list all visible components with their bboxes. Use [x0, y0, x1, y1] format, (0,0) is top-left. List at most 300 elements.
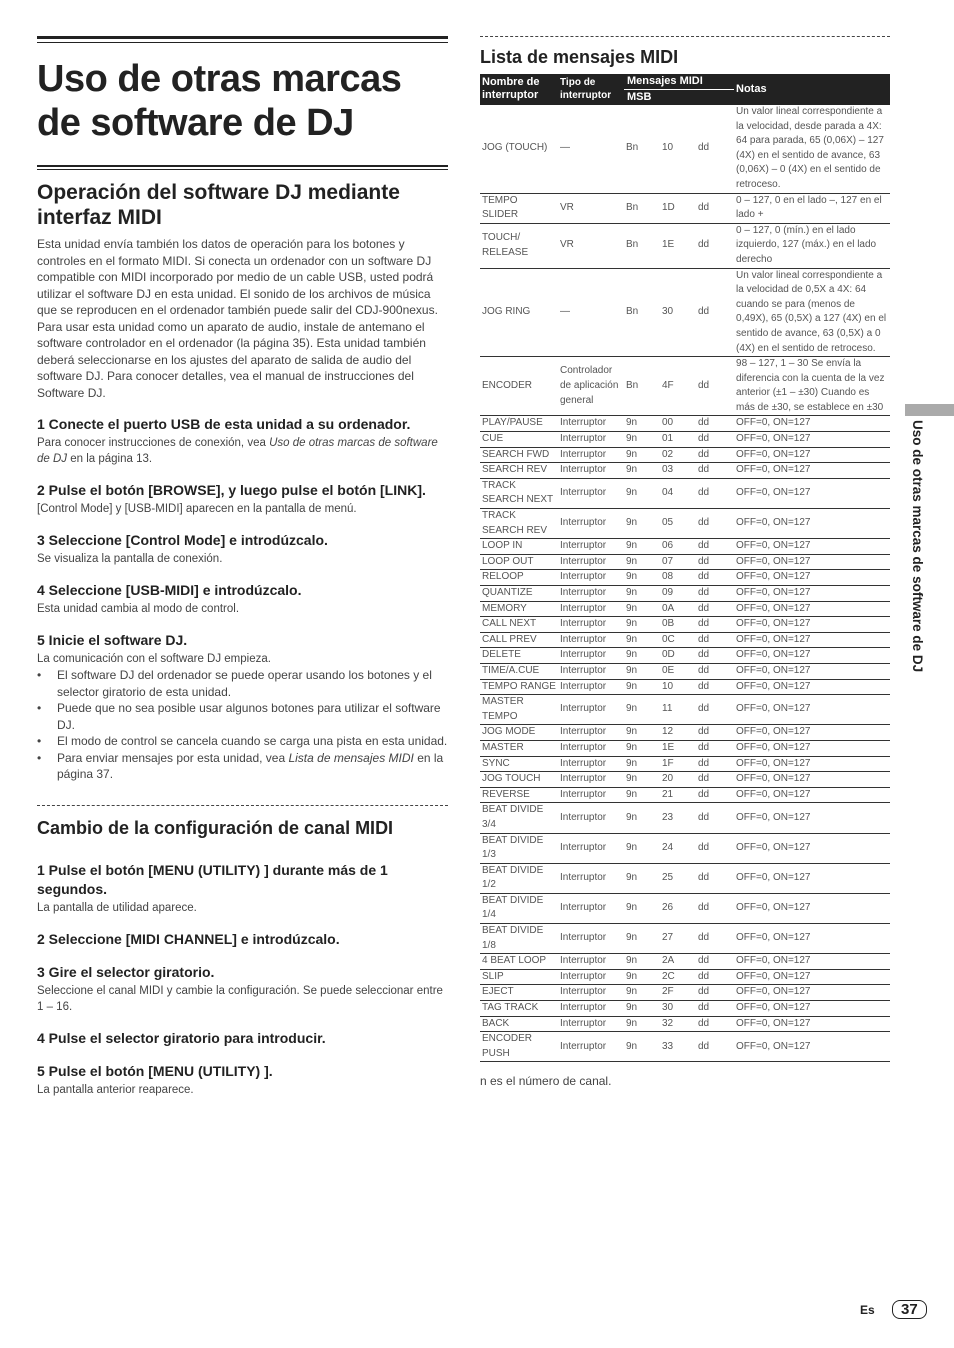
cell-data2: dd — [696, 432, 734, 448]
cell-status: 9n — [624, 803, 660, 833]
s1-step-3-sub: Se visualiza la pantalla de conexión. — [37, 553, 223, 565]
cell-status: 9n — [624, 509, 660, 539]
cell-data1: 32 — [660, 1016, 696, 1032]
page-title: Uso de otras marcas de software de DJ — [37, 58, 402, 144]
cell-data2: dd — [696, 924, 734, 954]
cell-data1: 30 — [660, 1001, 696, 1017]
cell-type: Interruptor — [558, 1032, 624, 1062]
bullet-4-b: en la página 37. — [57, 750, 444, 781]
cell-status: 9n — [624, 954, 660, 970]
cell-data1: 33 — [660, 1032, 696, 1062]
table-row — [480, 463, 890, 479]
table-row — [480, 478, 890, 508]
table-row — [480, 601, 890, 617]
cell-data1: 20 — [660, 772, 696, 788]
cell-notes: OFF=0, ON=127 — [734, 447, 890, 463]
table-row — [480, 539, 890, 555]
cell-name: SEARCH FWD — [480, 447, 558, 463]
table-row — [480, 833, 890, 863]
cell-data2: dd — [696, 863, 734, 893]
cell-status: Bn — [624, 357, 660, 416]
cell-notes: OFF=0, ON=127 — [734, 954, 890, 970]
cell-name: TRACK SEARCH REV — [480, 509, 558, 539]
cell-data2: dd — [696, 509, 734, 539]
cell-name: BEAT DIVIDE 3/4 — [480, 803, 558, 833]
cell-status: Bn — [624, 105, 660, 193]
cell-data2: dd — [696, 105, 734, 193]
table-row — [480, 586, 890, 602]
s1-bullet-list — [37, 667, 448, 783]
cell-notes: OFF=0, ON=127 — [734, 539, 890, 555]
cell-data2: dd — [696, 1016, 734, 1032]
cell-status: 9n — [624, 787, 660, 803]
cell-data1: 24 — [660, 833, 696, 863]
section-divider — [37, 805, 448, 806]
cell-type: Interruptor — [558, 570, 624, 586]
cell-data2: dd — [696, 1032, 734, 1062]
cell-type: Interruptor — [558, 478, 624, 508]
cell-name: DELETE — [480, 648, 558, 664]
cell-name: JOG (TOUCH) — [480, 105, 558, 193]
cell-notes: OFF=0, ON=127 — [734, 679, 890, 695]
s2-step-2: 2 Seleccione [MIDI CHANNEL] e introdúzcalo. — [37, 930, 340, 947]
cell-status: 9n — [624, 648, 660, 664]
cell-status: 9n — [624, 1016, 660, 1032]
cell-name: REVERSE — [480, 787, 558, 803]
table-row — [480, 772, 890, 788]
cell-name: TIME/A.CUE — [480, 663, 558, 679]
table-row — [480, 447, 890, 463]
cell-data1: 08 — [660, 570, 696, 586]
s1-step-3: 3 Seleccione [Control Mode] e introdúzcalo. — [37, 532, 328, 548]
table-row — [480, 357, 890, 416]
cell-data2: dd — [696, 268, 734, 357]
cell-data1: 11 — [660, 695, 696, 725]
cell-notes: OFF=0, ON=127 — [734, 985, 890, 1001]
cell-data1: 04 — [660, 478, 696, 508]
col-msg-label: Mensajes MIDI — [624, 74, 734, 90]
cell-status: 9n — [624, 679, 660, 695]
cell-name: BEAT DIVIDE 1/4 — [480, 893, 558, 923]
cell-data1: 10 — [660, 679, 696, 695]
cell-data1: 0A — [660, 601, 696, 617]
cell-data2: dd — [696, 1001, 734, 1017]
table-row — [480, 663, 890, 679]
cell-data1: 09 — [660, 586, 696, 602]
cell-data2: dd — [696, 954, 734, 970]
cell-status: 9n — [624, 554, 660, 570]
section2-heading: Cambio de la configuración de canal MIDI — [37, 817, 394, 838]
s1-step-5: 5 Inicie el software DJ. — [37, 632, 188, 648]
cell-name: QUANTIZE — [480, 586, 558, 602]
col-type: Tipo de interruptor — [558, 74, 624, 105]
cell-status: 9n — [624, 632, 660, 648]
cell-status: 9n — [624, 478, 660, 508]
table-row — [480, 1001, 890, 1017]
cell-type: Interruptor — [558, 772, 624, 788]
cell-data2: dd — [696, 679, 734, 695]
cell-status: 9n — [624, 601, 660, 617]
cell-notes: Un valor lineal correspondiente a la velocidad, desde parada a 4X: 64 para parada, 65 (0,06X) – 127 (4X) en el sentido de avance, 63 (0,06X) – 0 (4X) en el sentido de retroceso. — [734, 105, 890, 193]
cell-data2: dd — [696, 985, 734, 1001]
table-row — [480, 632, 890, 648]
cell-type: Interruptor — [558, 432, 624, 448]
cell-data1: 2C — [660, 969, 696, 985]
cell-data1: 01 — [660, 432, 696, 448]
s2-step-3: 3 Gire el selector giratorio. — [37, 963, 215, 980]
cell-name: PLAY/PAUSE — [480, 416, 558, 432]
cell-notes: OFF=0, ON=127 — [734, 617, 890, 633]
cell-status: Bn — [624, 268, 660, 357]
cell-notes: OFF=0, ON=127 — [734, 924, 890, 954]
cell-data2: dd — [696, 803, 734, 833]
s1-step-1-sub — [37, 435, 448, 467]
midi-footnote: n es el número de canal. — [480, 1074, 612, 1089]
s1-step-5-sub: La comunicación con el software DJ empieza. — [37, 653, 271, 665]
table-row — [480, 570, 890, 586]
cell-name: CUE — [480, 432, 558, 448]
cell-data2: dd — [696, 725, 734, 741]
table-row — [480, 740, 890, 756]
cell-data1: 03 — [660, 463, 696, 479]
cell-data1: 2A — [660, 954, 696, 970]
cell-type: Interruptor — [558, 985, 624, 1001]
cell-status: 9n — [624, 772, 660, 788]
cell-name: MASTER — [480, 740, 558, 756]
cell-data2: dd — [696, 193, 734, 223]
midi-table-header — [480, 74, 890, 105]
col-msb-label: MSB — [627, 91, 652, 103]
cell-name: BEAT DIVIDE 1/3 — [480, 833, 558, 863]
cell-notes: OFF=0, ON=127 — [734, 725, 890, 741]
cell-notes: OFF=0, ON=127 — [734, 601, 890, 617]
table-row — [480, 432, 890, 448]
cell-type: Interruptor — [558, 1016, 624, 1032]
cell-type: Interruptor — [558, 617, 624, 633]
left-column — [37, 36, 448, 1098]
cell-data2: dd — [696, 586, 734, 602]
cell-data2: dd — [696, 740, 734, 756]
cell-name: TEMPO RANGE — [480, 679, 558, 695]
s1-step-4-sub: Esta unidad cambia al modo de control. — [37, 603, 240, 615]
side-tab-label: Uso de otras marcas de software de DJ — [910, 420, 925, 673]
midi-heading: Lista de mensajes MIDI — [480, 47, 679, 67]
cell-notes: OFF=0, ON=127 — [734, 833, 890, 863]
cell-data1: 2F — [660, 985, 696, 1001]
cell-notes: OFF=0, ON=127 — [734, 663, 890, 679]
cell-type: Interruptor — [558, 463, 624, 479]
cell-notes: OFF=0, ON=127 — [734, 893, 890, 923]
table-row — [480, 617, 890, 633]
table-row — [480, 803, 890, 833]
midi-table — [480, 74, 890, 1062]
table-row — [480, 985, 890, 1001]
cell-notes: OFF=0, ON=127 — [734, 586, 890, 602]
table-row — [480, 787, 890, 803]
cell-data2: dd — [696, 772, 734, 788]
cell-notes: OFF=0, ON=127 — [734, 463, 890, 479]
cell-data1: 27 — [660, 924, 696, 954]
cell-data1: 23 — [660, 803, 696, 833]
table-row — [480, 969, 890, 985]
cell-notes: 98 – 127, 1 – 30 Se envía la diferencia con la cuenta de la vez anterior (±1 – ±30) Cuando es más de ±30, se establece en ±30 — [734, 357, 890, 416]
cell-status: 9n — [624, 833, 660, 863]
table-row — [480, 725, 890, 741]
cell-data2: dd — [696, 357, 734, 416]
cell-type: Interruptor — [558, 833, 624, 863]
cell-name: BEAT DIVIDE 1/8 — [480, 924, 558, 954]
cell-notes: OFF=0, ON=127 — [734, 648, 890, 664]
page-footer — [860, 1300, 927, 1319]
cell-data1: 07 — [660, 554, 696, 570]
cell-status: 9n — [624, 756, 660, 772]
cell-status: 9n — [624, 863, 660, 893]
cell-data2: dd — [696, 223, 734, 268]
table-row — [480, 756, 890, 772]
cell-type: Interruptor — [558, 695, 624, 725]
cell-data2: dd — [696, 463, 734, 479]
cell-data2: dd — [696, 570, 734, 586]
cell-notes: OFF=0, ON=127 — [734, 509, 890, 539]
cell-data2: dd — [696, 632, 734, 648]
title-rule-top — [37, 36, 448, 43]
cell-data2: dd — [696, 617, 734, 633]
cell-data1: 1E — [660, 223, 696, 268]
cell-data1: 26 — [660, 893, 696, 923]
cell-notes: OFF=0, ON=127 — [734, 772, 890, 788]
table-row — [480, 648, 890, 664]
cell-data1: 0C — [660, 632, 696, 648]
cell-notes: OFF=0, ON=127 — [734, 787, 890, 803]
cell-notes: 0 – 127, 0 (mín.) en el lado izquierdo, 127 (máx.) en el lado derecho — [734, 223, 890, 268]
cell-type: Interruptor — [558, 893, 624, 923]
cell-name: TEMPO SLIDER — [480, 193, 558, 223]
section-rule — [37, 165, 448, 170]
table-row — [480, 509, 890, 539]
cell-type: Interruptor — [558, 632, 624, 648]
bullet-2: • Puede que no sea posible usar algunos botones para utilizar el software DJ. — [57, 700, 448, 733]
table-row — [480, 893, 890, 923]
cell-data1: 0B — [660, 617, 696, 633]
section1-intro-1: Esta unidad envía también los datos de operación para los botones y controles en el formato MIDI. Si conecta un ordenador con un software DJ compatible con MIDI incorporado por medio de un cable USB, usted podrá utilizar el software DJ en esta unidad. El sonido de los archivos de música que se reproducen en el ordenador también puede salir del CDJ-900nexus. — [37, 237, 438, 317]
cell-status: 9n — [624, 969, 660, 985]
s2-step-4: 4 Pulse el selector giratorio para introducir. — [37, 1029, 326, 1046]
table-row — [480, 193, 890, 223]
cell-status: 9n — [624, 416, 660, 432]
cell-notes: OFF=0, ON=127 — [734, 554, 890, 570]
cell-type: Interruptor — [558, 924, 624, 954]
cell-type: Interruptor — [558, 447, 624, 463]
cell-status: 9n — [624, 893, 660, 923]
page-lang: Es — [860, 1303, 875, 1317]
cell-data2: dd — [696, 695, 734, 725]
cell-data1: 21 — [660, 787, 696, 803]
cell-data2: dd — [696, 539, 734, 555]
table-row — [480, 954, 890, 970]
cell-notes: OFF=0, ON=127 — [734, 863, 890, 893]
cell-type: Interruptor — [558, 803, 624, 833]
cell-name: MEMORY — [480, 601, 558, 617]
cell-data2: dd — [696, 554, 734, 570]
cell-data2: dd — [696, 969, 734, 985]
cell-type: Interruptor — [558, 740, 624, 756]
cell-name: EJECT — [480, 985, 558, 1001]
cell-type: Interruptor — [558, 554, 624, 570]
s2-step-1-sub: La pantalla de utilidad aparece. — [37, 901, 197, 914]
table-row — [480, 695, 890, 725]
cell-notes: OFF=0, ON=127 — [734, 969, 890, 985]
cell-type: Controlador de aplicación general — [558, 357, 624, 416]
bullet-3: • El modo de control se cancela cuando se carga una pista en esta unidad. — [57, 733, 448, 750]
cell-data2: dd — [696, 663, 734, 679]
cell-name: 4 BEAT LOOP — [480, 954, 558, 970]
cell-type: Interruptor — [558, 756, 624, 772]
cell-type: VR — [558, 223, 624, 268]
table-row — [480, 268, 890, 357]
cell-name: JOG TOUCH — [480, 772, 558, 788]
cell-name: TOUCH/ RELEASE — [480, 223, 558, 268]
col-msg — [624, 74, 734, 105]
cell-type: Interruptor — [558, 601, 624, 617]
s2-step-5: 5 Pulse el botón [MENU (UTILITY) ]. — [37, 1062, 273, 1079]
cell-notes: OFF=0, ON=127 — [734, 756, 890, 772]
section1-intro-2: Para usar esta unidad como un aparato de audio, instale de antemano el software controlador en el ordenador (la página 35). Esta unidad también deberá seleccionarse en los ajustes del aparato de salida de audio del software DJ. Para conocer detalles, vea el manual de instrucciones del Software DJ. — [37, 319, 426, 400]
cell-data2: dd — [696, 756, 734, 772]
cell-type: Interruptor — [558, 954, 624, 970]
cell-type: Interruptor — [558, 648, 624, 664]
cell-name: CALL NEXT — [480, 617, 558, 633]
right-column — [480, 36, 890, 1088]
cell-status: 9n — [624, 740, 660, 756]
cell-name: TAG TRACK — [480, 1001, 558, 1017]
midi-table-body — [480, 105, 890, 1062]
cell-notes: OFF=0, ON=127 — [734, 1016, 890, 1032]
bullet-4-em: Lista de mensajes MIDI — [288, 750, 414, 765]
cell-name: BACK — [480, 1016, 558, 1032]
cell-notes: OFF=0, ON=127 — [734, 570, 890, 586]
cell-status: 9n — [624, 463, 660, 479]
cell-type: Interruptor — [558, 969, 624, 985]
cell-status: 9n — [624, 1001, 660, 1017]
cell-status: 9n — [624, 539, 660, 555]
cell-data1: 12 — [660, 725, 696, 741]
bullet-4-a: Para enviar mensajes por esta unidad, vea — [57, 750, 289, 765]
cell-data2: dd — [696, 478, 734, 508]
s2-step-3-sub: Seleccione el canal MIDI y cambie la configuración. Se puede seleccionar entre 1 – 16. — [37, 984, 443, 1013]
cell-status: Bn — [624, 193, 660, 223]
s1-step-1-sub-b: en la página 13. — [67, 453, 153, 465]
s2-step-1: 1 Pulse el botón [MENU (UTILITY) ] durante más de 1 segundos. — [37, 861, 388, 897]
table-row — [480, 863, 890, 893]
section1-heading: Operación del software DJ mediante interfaz MIDI — [37, 181, 400, 229]
bullet-4 — [57, 750, 448, 783]
cell-name: SLIP — [480, 969, 558, 985]
s2-step-5-sub: La pantalla anterior reaparece. — [37, 1083, 194, 1096]
cell-data1: 30 — [660, 268, 696, 357]
cell-data2: dd — [696, 416, 734, 432]
cell-data1: 0D — [660, 648, 696, 664]
cell-data1: 00 — [660, 416, 696, 432]
s1-step-2-sub: [Control Mode] y [USB-MIDI] aparecen en la pantalla de menú. — [37, 503, 357, 515]
cell-type: Interruptor — [558, 539, 624, 555]
cell-notes: 0 – 127, 0 en el lado –, 127 en el lado + — [734, 193, 890, 223]
cell-name: BEAT DIVIDE 1/2 — [480, 863, 558, 893]
cell-data1: 4F — [660, 357, 696, 416]
col-notes: Notas — [734, 74, 890, 105]
cell-notes: OFF=0, ON=127 — [734, 740, 890, 756]
cell-type: Interruptor — [558, 1001, 624, 1017]
cell-status: 9n — [624, 1032, 660, 1062]
table-row — [480, 105, 890, 193]
cell-type: — — [558, 268, 624, 357]
table-row — [480, 1032, 890, 1062]
cell-data2: dd — [696, 833, 734, 863]
bullet-1: • El software DJ del ordenador se puede operar usando los botones y el selector giratorio de esta unidad. — [57, 667, 448, 700]
cell-type: VR — [558, 193, 624, 223]
cell-notes: OFF=0, ON=127 — [734, 632, 890, 648]
cell-status: 9n — [624, 617, 660, 633]
cell-type: Interruptor — [558, 416, 624, 432]
cell-name: SEARCH REV — [480, 463, 558, 479]
cell-status: 9n — [624, 570, 660, 586]
side-tab-bar — [905, 404, 954, 416]
cell-status: 9n — [624, 586, 660, 602]
cell-status: 9n — [624, 725, 660, 741]
cell-name: ENCODER PUSH — [480, 1032, 558, 1062]
table-row — [480, 416, 890, 432]
cell-notes: Un valor lineal correspondiente a la velocidad de 0,5X a 4X: 64 cuando se para (menos de 0,49X), 65 (0,5X) a 127 (4X) en el sentido de avance, 63 (0,5X) a 0 (4X) en el sentido de retroceso. — [734, 268, 890, 357]
cell-data1: 0E — [660, 663, 696, 679]
cell-type: — — [558, 105, 624, 193]
cell-name: CALL PREV — [480, 632, 558, 648]
cell-data1: 02 — [660, 447, 696, 463]
cell-notes: OFF=0, ON=127 — [734, 432, 890, 448]
cell-data1: 1D — [660, 193, 696, 223]
table-row — [480, 554, 890, 570]
table-row — [480, 223, 890, 268]
col-name: Nombre de interruptor — [480, 74, 558, 105]
cell-status: 9n — [624, 985, 660, 1001]
cell-status: 9n — [624, 447, 660, 463]
table-row — [480, 679, 890, 695]
cell-type: Interruptor — [558, 679, 624, 695]
cell-name: TRACK SEARCH NEXT — [480, 478, 558, 508]
cell-type: Interruptor — [558, 863, 624, 893]
cell-data1: 25 — [660, 863, 696, 893]
table-row — [480, 924, 890, 954]
cell-name: JOG RING — [480, 268, 558, 357]
cell-notes: OFF=0, ON=127 — [734, 803, 890, 833]
s1-step-1-sub-em: Uso de otras marcas de software de DJ — [37, 437, 438, 465]
cell-status: 9n — [624, 432, 660, 448]
midi-top-divider — [480, 36, 890, 37]
cell-type: Interruptor — [558, 509, 624, 539]
cell-data2: dd — [696, 893, 734, 923]
s1-step-1: 1 Conecte el puerto USB de esta unidad a su ordenador. — [37, 416, 411, 432]
cell-data1: 1E — [660, 740, 696, 756]
s1-step-4: 4 Seleccione [USB-MIDI] e introdúzcalo. — [37, 582, 302, 598]
cell-type: Interruptor — [558, 663, 624, 679]
cell-type: Interruptor — [558, 787, 624, 803]
cell-data2: dd — [696, 601, 734, 617]
table-row — [480, 1016, 890, 1032]
cell-name: LOOP IN — [480, 539, 558, 555]
cell-name: LOOP OUT — [480, 554, 558, 570]
cell-status: 9n — [624, 695, 660, 725]
cell-notes: OFF=0, ON=127 — [734, 416, 890, 432]
cell-name: ENCODER — [480, 357, 558, 416]
cell-data2: dd — [696, 648, 734, 664]
